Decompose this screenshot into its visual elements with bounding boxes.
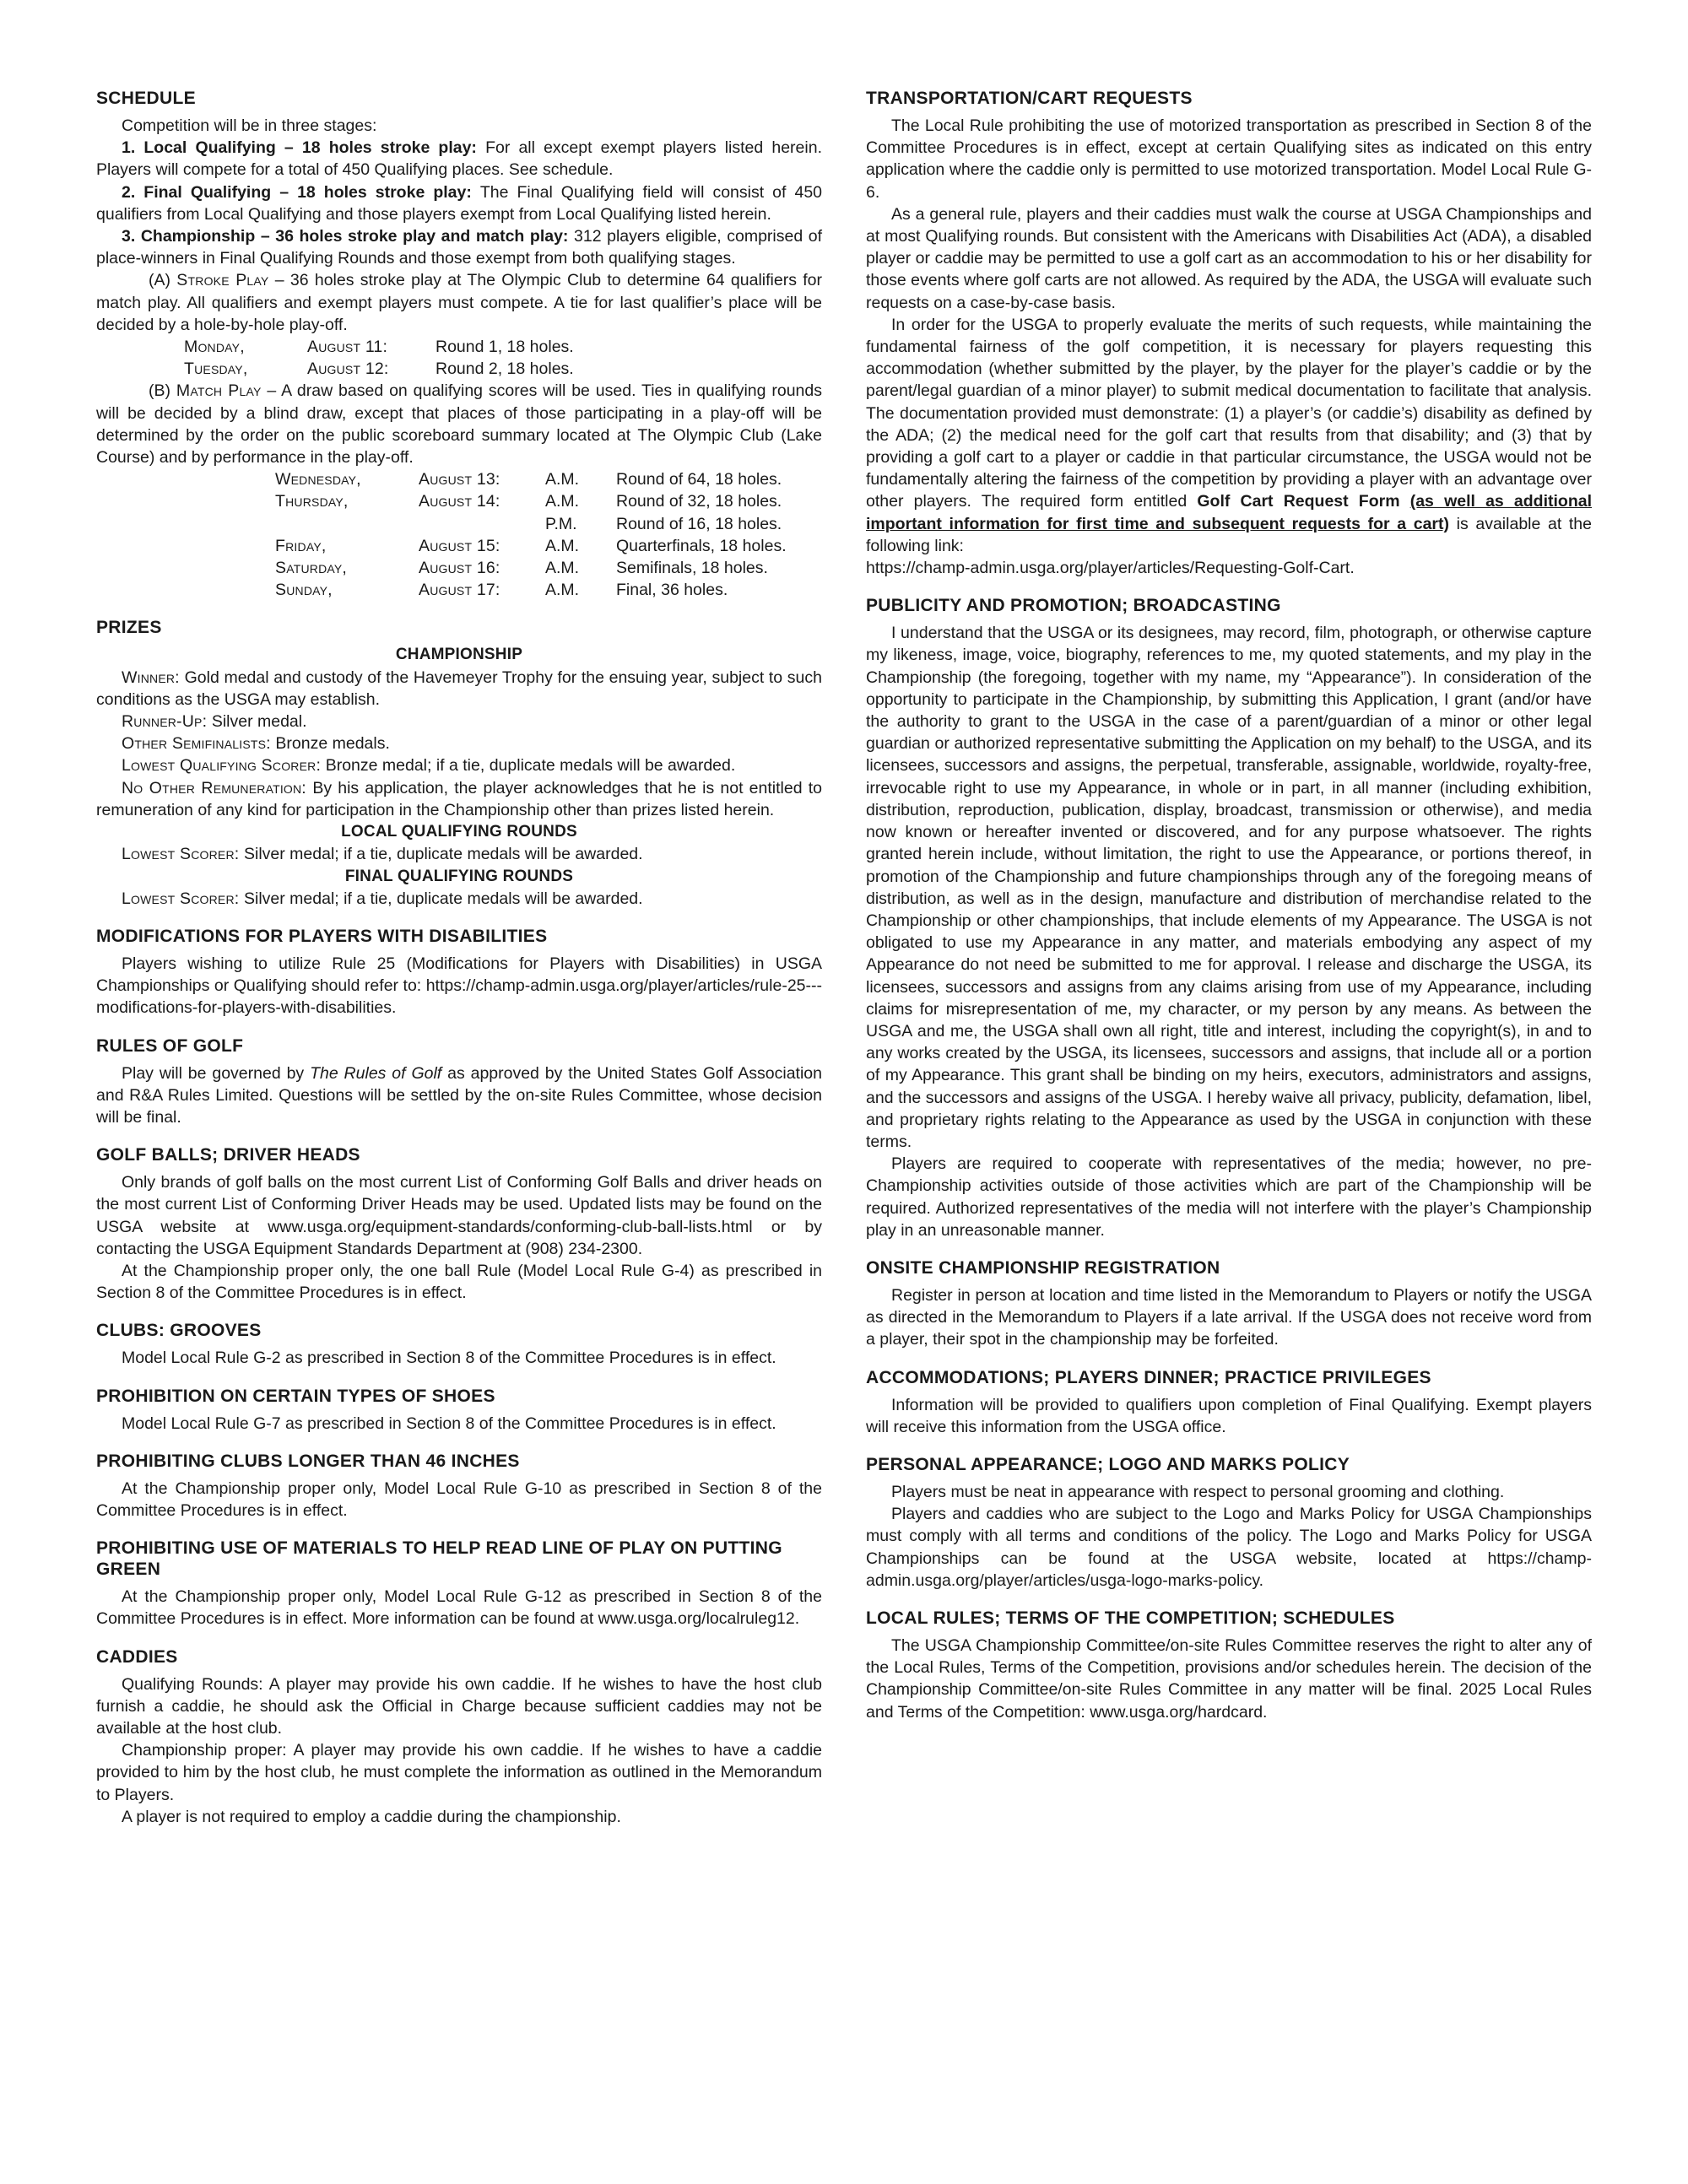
schedule-day: Sunday,	[275, 581, 333, 600]
text-run: The Final Qualifying field will consist of 450 qualifiers from Local Qualifying and those players exempt from Local Qualifying listed herein.	[96, 182, 823, 224]
text-run-sc: Stroke Play	[176, 271, 269, 290]
paragraph	[866, 1394, 1592, 1438]
paragraph	[96, 380, 822, 468]
text-run: At the Championship proper only, the one ball Rule (Model Local Rule G-4) as prescribed in Section 8 of the Committee Procedures is in effect.	[96, 1261, 822, 1303]
schedule-meridiem: A.M.	[545, 492, 580, 511]
paragraph	[96, 754, 822, 776]
paragraph	[96, 667, 822, 711]
text-run-sc: Match Play	[176, 381, 262, 401]
paragraph	[96, 1478, 822, 1522]
text-run: The Local Rule prohibiting the use of motorized transportation as prescribed in Section 8 of the Committee Procedures is in effect, except at certain Qualifying sites as indicated on this entry application where the caddie only is permitted to use motorized transportation. Model Local Rule G-6.	[866, 116, 1592, 202]
schedule-day: Tuesday,	[184, 359, 248, 379]
schedule-date	[419, 513, 545, 535]
text-run: Players and caddies who are subject to the Logo and Marks Policy for USGA Championships must comply with all terms and conditions of the policy. The Logo and Marks Policy for USGA Championships can be found at the USGA website, located at https://champ-admin.usga.org/player/articles/usga-logo-marks-policy.	[866, 1505, 1592, 1590]
paragraph	[96, 777, 822, 821]
text-run: Competition will be in three stages:	[122, 116, 377, 135]
paragraph	[866, 557, 1592, 579]
text-run-sc: Winner:	[122, 668, 185, 687]
paragraph	[96, 181, 822, 225]
schedule-date: August 14:	[419, 492, 500, 511]
text-run-bu: (as well as additional important information for first time and subsequent requests for a cart)	[866, 492, 1593, 533]
schedule-meridiem: A.M.	[545, 470, 580, 489]
text-run: Play will be governed by	[122, 1063, 311, 1083]
section-subhead: FINAL QUALIFYING ROUNDS	[344, 867, 574, 885]
paragraph	[96, 953, 822, 1019]
paragraph	[866, 622, 1592, 1153]
section-heading: CADDIES	[96, 1646, 178, 1667]
schedule-event: Quarterfinals, 18 holes.	[616, 536, 787, 555]
text-run: Silver medal.	[211, 712, 307, 732]
section	[96, 88, 822, 601]
paragraph	[96, 1586, 822, 1630]
section	[96, 1646, 822, 1828]
text-run: At the Championship proper only, Model Local Rule G-12 as prescribed in Section 8 of the Committee Procedures is in effect. More information can be found at www.usga.org/localruleg12.	[96, 1587, 822, 1629]
schedule-meridiem: A.M.	[545, 536, 580, 555]
section	[866, 1367, 1592, 1438]
text-run: Model Local Rule G-2 as prescribed in Section 8 of the Committee Procedures is in effect.	[122, 1349, 776, 1368]
paragraph	[96, 711, 822, 733]
section-subhead: LOCAL QUALIFYING ROUNDS	[341, 823, 577, 841]
paragraph	[96, 1413, 822, 1435]
text-run: The USGA Championship Committee/on-site Rules Committee reserves the right to alter any of the Local Rules, Terms of the Competition, provisions and/or schedules herein. The decision of the Championship Committee/on-site Rules Committee in any matter will be final. 2025 Local Rules and Terms of the Competition: www.usga.org/hardcard.	[866, 1635, 1592, 1722]
section	[866, 1454, 1592, 1592]
section	[96, 617, 822, 909]
paragraph	[96, 137, 822, 181]
paragraph	[96, 225, 822, 269]
section	[96, 1144, 822, 1304]
section-heading: RULES OF GOLF	[96, 1035, 244, 1056]
section-heading: PROHIBITING USE OF MATERIALS TO HELP READ LINE OF PLAY ON PUTTING GREEN	[96, 1538, 782, 1580]
section	[96, 1451, 822, 1522]
schedule-date: August 11:	[307, 338, 388, 357]
text-run-b: 1. Local Qualifying – 18 holes stroke play:	[122, 138, 486, 158]
text-run: At the Championship proper only, Model Local Rule G-10 as prescribed in Section 8 of the Committee Procedures is in effect.	[96, 1479, 822, 1520]
schedule-meridiem: P.M.	[545, 514, 577, 533]
text-run: Players wishing to utilize Rule 25 (Modifications for Players with Disabilities) in USGA Championships or Qualifying should refer to: https://champ-admin.usga.org/player/articles/rule-25---modifications-for-players-with-disabilities.	[96, 954, 822, 1018]
text-run-b: 2. Final Qualifying – 18 holes stroke play:	[122, 182, 480, 202]
paragraph	[96, 888, 822, 910]
text-run: Championship proper: A player may provide his own caddie. If he wishes to have a caddie provided to him by the host club, he must complete the information as outlined in the Memorandum to Players.	[96, 1741, 822, 1804]
section	[96, 926, 822, 1019]
section	[96, 1386, 822, 1435]
text-run-sc: Other Semifinalists:	[122, 734, 276, 754]
text-run: Silver medal; if a tie, duplicate medals will be awarded.	[244, 845, 643, 864]
section	[866, 595, 1592, 1241]
schedule-day: Friday,	[275, 536, 327, 555]
section-heading: CLUBS: GROOVES	[96, 1321, 262, 1341]
schedule-day: Thursday,	[275, 492, 349, 511]
text-run: Bronze medals.	[275, 734, 390, 754]
section-heading: SCHEDULE	[96, 89, 196, 108]
text-run: is available at the following link:	[866, 514, 1592, 555]
paragraph	[866, 1481, 1592, 1503]
schedule-date: August 12:	[307, 359, 389, 379]
schedule-date: August 13:	[419, 470, 500, 489]
text-run: A player is not required to employ a caddie during the championship.	[122, 1807, 621, 1826]
text-run: Gold medal and custody of the Havemeyer Trophy for the ensuing year, subject to such conditions as the USGA may establish.	[96, 668, 822, 709]
schedule-event: Semifinals, 18 holes.	[616, 559, 768, 578]
schedule-day: Wednesday,	[275, 470, 361, 489]
text-run: https://champ-admin.usga.org/player/articles/Requesting-Golf-Cart.	[866, 559, 1355, 578]
text-run: Qualifying Rounds: A player may provide his own caddie. If he wishes to have the host club furnish a caddie, he should ask the Official in Charge because sufficient caddies may not be available at the host club.	[96, 1674, 822, 1738]
text-run: I understand that the USGA or its designees, may record, film, photograph, or otherwise capture my likeness, image, voice, biography, references to me, my quoted statements, and my play in the Championship (the foregoing, together with my name, my “Appearance”). In consideration of the opportunity to participate in the Championship, by submitting this Application, I grant (and/or have the authority to grant to the USGA in the case of a parent/guardian of a minor or other legal guardian or authorized representative submitting the Application on my behalf) to the USGA, and its licensees, successors and assigns, the perpetual, transferable, assignable, worldwide, royalty-free, irrevocable right to use my Appearance, in whole or in part, in all manner (including exhibition, distribution, reproduction, publication, display, broadcast, transmission or otherwise), and media now known or hereafter invented or discovered, and for any purpose whatsoever. The rights granted herein include, without limitation, the right to use the Appearance, or portions thereof, in promotion of the Championship and future championships through any of the foregoing means of distribution, as well as in the design, manufacture and distribution of merchandise related to the Championship or other championships, that include elements of my Appearance. The USGA is not obligated to use my Appearance in any matter, and materials embodying any aspect of my Appearance do not need be submitted to me for approval. I release and discharge the USGA, its licensees, successors and assigns from any claims arising from use of my Appearance, including claims for misrepresentation of me, my character, or my person by any means. As between the USGA and me, the USGA shall own all right, title and interest, including the copyright(s), in and to any works created by the USGA, its licensees, successors and assigns, that include all or a portion of my Appearance. This grant shall be binding on my heirs, executors, administrators and assigns, and the successors and assigns of the USGA. I hereby waive all privacy, publicity, defamation, libel, and proprietary rights relating to the Appearance as used by the USGA in conjunction with these terms.	[866, 624, 1592, 1151]
section-heading: TRANSPORTATION/CART REQUESTS	[866, 89, 1193, 108]
schedule-table	[275, 468, 822, 601]
text-run: Players are required to cooperate with representatives of the media; however, no pre-Championship activities outside of those activities which are part of the Championship will be required. Authorized representatives of the media will not interfere with the player’s Championship play in an unreasonable manner.	[866, 1154, 1592, 1240]
section-heading: ONSITE CHAMPIONSHIP REGISTRATION	[866, 1257, 1220, 1278]
section-heading: PERSONAL APPEARANCE; LOGO AND MARKS POLICY	[866, 1454, 1350, 1474]
schedule-meridiem: A.M.	[545, 559, 580, 578]
section	[96, 1035, 822, 1129]
paragraph	[96, 1739, 822, 1806]
section	[96, 1320, 822, 1369]
paragraph	[96, 269, 822, 336]
schedule-day: Monday,	[184, 338, 245, 357]
schedule-date: August 15:	[419, 536, 500, 555]
paragraph	[866, 203, 1592, 314]
text-run: (A)	[149, 271, 177, 290]
schedule-event: Round of 64, 18 holes.	[616, 470, 782, 489]
section-heading: PROHIBITING CLUBS LONGER THAN 46 INCHES	[96, 1451, 520, 1471]
right-column	[866, 88, 1592, 1828]
schedule-event: Round of 32, 18 holes.	[616, 492, 782, 511]
text-run-b: Golf Cart Request Form	[1197, 492, 1410, 511]
text-run: Information will be provided to qualifiers upon completion of Final Qualifying. Exempt players will receive this information from the USGA office.	[866, 1395, 1592, 1436]
text-run: – 36 holes stroke play at The Olympic Club to determine 64 qualifiers for match play. All qualifiers and exempt players must compete. A tie for last qualifier’s place will be decided by a hole-by-hole play-off.	[96, 271, 823, 334]
text-run: Silver medal; if a tie, duplicate medals will be awarded.	[244, 889, 643, 908]
text-run: – A draw based on qualifying scores will be used. Ties in qualifying rounds will be decided by a blind draw, except that places of those participating in a play-off will be determined by the order on the public scoreboard summary located at The Olympic Club (Lake Course) and by performance in the play-off.	[96, 381, 822, 468]
paragraph	[96, 1062, 822, 1129]
text-run: 312 players eligible, comprised of place-winners in Final Qualifying Rounds and those exempt from both qualifying stages.	[96, 227, 823, 268]
paragraph	[96, 115, 822, 137]
text-run: For all except exempt players listed herein. Players will compete for a total of 450 Qualifying places. See schedule.	[96, 138, 822, 180]
text-run: Only brands of golf balls on the most current List of Conforming Golf Balls and driver heads on the most current List of Conforming Driver Heads may be used. Updated lists may be found on the USGA website at www.usga.org/equipment-standards/conforming-club-ball-lists.html or by contacting the USGA Equipment Standards Department at (908) 234-2300.	[96, 1173, 822, 1258]
paragraph	[96, 733, 822, 754]
section-heading: MODIFICATIONS FOR PLAYERS WITH DISABILITIES	[96, 926, 548, 946]
left-column	[96, 88, 822, 1828]
paragraph	[866, 314, 1592, 557]
schedule-event: Round of 16, 18 holes.	[616, 514, 782, 533]
section	[866, 1608, 1592, 1723]
schedule-day: Saturday,	[275, 559, 348, 578]
paragraph	[96, 1171, 822, 1260]
text-run: As a general rule, players and their caddies must walk the course at USGA Championships and at most Qualifying rounds. But consistent with the Americans with Disabilities Act (ADA), a disabled player or caddie may be permitted to use a golf cart as an accommodation to his or her disability for those events where golf carts are not allowed. As required by the ADA, the USGA will evaluate such requests on a case-by-case basis.	[866, 204, 1592, 312]
text-run-sc: Runner-Up:	[122, 712, 212, 732]
paragraph	[96, 1347, 822, 1369]
text-run-sc: No Other Remuneration:	[122, 778, 313, 797]
text-run: By his application, the player acknowledges that he is not entitled to remuneration of any kind for participation in the Championship other than prizes listed herein.	[96, 778, 822, 819]
text-run: Register in person at location and time listed in the Memorandum to Players or notify the USGA as directed in the Memorandum to Players if a late arrival. If the USGA does not receive word from a player, their spot in the championship may be forfeited.	[866, 1285, 1592, 1349]
section-heading: PROHIBITION ON CERTAIN TYPES OF SHOES	[96, 1386, 495, 1406]
schedule-date: August 16:	[419, 559, 500, 578]
section	[866, 1257, 1592, 1351]
paragraph	[866, 1635, 1592, 1723]
paragraph	[96, 1806, 822, 1828]
section-heading: PUBLICITY AND PROMOTION; BROADCASTING	[866, 596, 1281, 616]
schedule-table	[184, 336, 822, 380]
section-heading: PRIZES	[96, 618, 162, 638]
paragraph	[866, 1284, 1592, 1351]
schedule-event: Final, 36 holes.	[616, 581, 728, 600]
text-run-i: The Rules of Golf	[310, 1063, 442, 1083]
section-subhead: CHAMPIONSHIP	[395, 646, 523, 664]
paragraph	[866, 115, 1592, 203]
text-run-sc: Lowest Scorer:	[122, 845, 244, 864]
text-run-sc: Lowest Scorer:	[122, 889, 244, 908]
text-run: Players must be neat in appearance with respect to personal grooming and clothing.	[891, 1482, 1505, 1501]
text-run: Model Local Rule G-7 as prescribed in Section 8 of the Committee Procedures is in effect.	[122, 1414, 776, 1433]
paragraph	[96, 1673, 822, 1740]
paragraph	[96, 843, 822, 865]
paragraph	[866, 1153, 1592, 1241]
text-run-b: 3. Championship – 36 holes stroke play and match play:	[122, 227, 574, 246]
section-heading: ACCOMMODATIONS; PLAYERS DINNER; PRACTICE PRIVILEGES	[866, 1367, 1431, 1387]
text-run: Bronze medal; if a tie, duplicate medals will be awarded.	[325, 756, 736, 776]
text-run-sc: Lowest Qualifying Scorer:	[122, 756, 326, 776]
text-run: (B)	[149, 381, 176, 401]
schedule-event: Round 1, 18 holes.	[436, 338, 574, 357]
schedule-event: Round 2, 18 holes.	[436, 359, 574, 379]
section	[866, 88, 1592, 579]
section	[96, 1538, 822, 1630]
text-run: In order for the USGA to properly evaluate the merits of such requests, while maintaining the fundamental fairness of the golf competition, it is necessary for players requesting this accommodation (whether submitted by the player, by the player for the player’s caddie or by the parent/legal guardian of a minor player) to submit medical documentation to facilitate that analysis. The documentation provided must demonstrate: (1) a player’s (or caddie’s) disability as defined by the ADA; (2) the medical need for the golf cart that results from that disability; and (3) that by providing a golf cart to a player or caddie in that particular circumstance, the USGA would not be fundamentally altering the fairness of the competition by providing a player with an advantage over other players. The required form entitled	[866, 315, 1592, 511]
text-run: as approved by the United States Golf Association and R&A Rules Limited. Questions will be settled by the on-site Rules Committee, whose decision will be final.	[96, 1063, 822, 1127]
section-heading: LOCAL RULES; TERMS OF THE COMPETITION; SCHEDULES	[866, 1608, 1395, 1628]
schedule-date: August 17:	[419, 581, 500, 600]
section-heading: GOLF BALLS; DRIVER HEADS	[96, 1145, 360, 1165]
paragraph	[96, 1260, 822, 1304]
schedule-day	[275, 513, 419, 535]
schedule-meridiem: A.M.	[545, 581, 580, 600]
paragraph	[866, 1503, 1592, 1592]
